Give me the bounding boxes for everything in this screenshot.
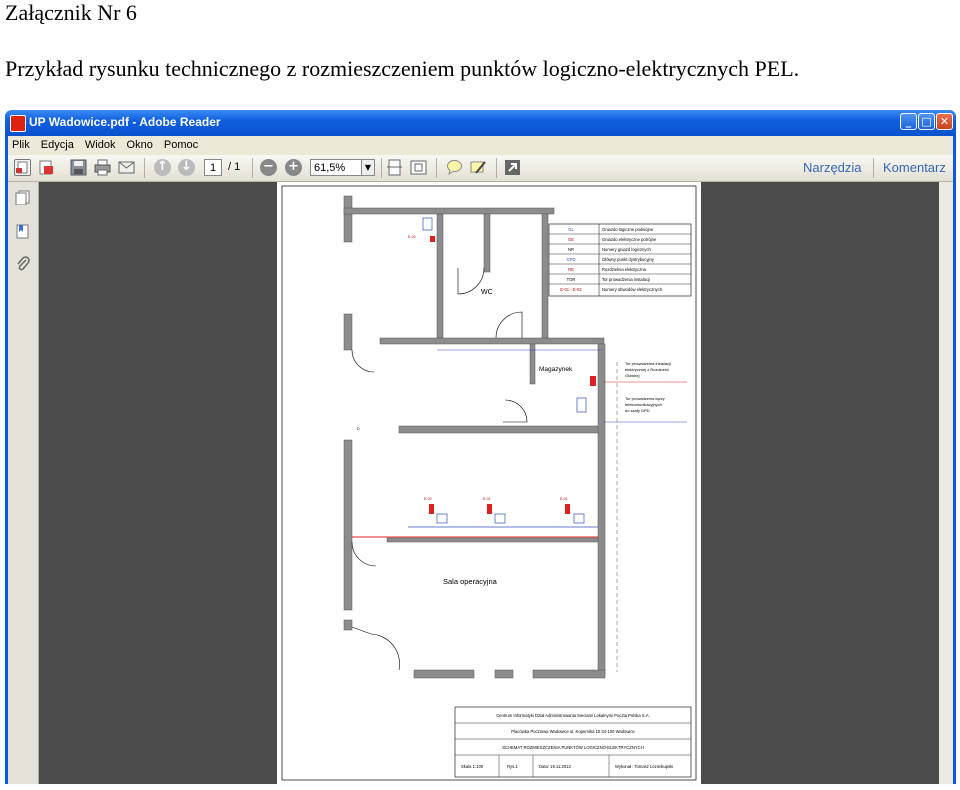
note-telecom-1: telekomunikacyjnych <box>625 402 662 407</box>
fit-page-icon[interactable] <box>386 159 403 176</box>
full-screen-icon[interactable] <box>410 159 427 176</box>
legend-label-1: Gniazdo elektryczne potrójne <box>602 237 657 242</box>
note-electrical-1: elektrycznej z Rozdzielni <box>625 367 669 372</box>
document-title: Załącznik Nr 6 <box>5 0 137 25</box>
legend-label-2: Numery gniazd logicznych <box>602 247 651 252</box>
previous-page-icon[interactable]: ↑ <box>154 159 171 176</box>
note-telecom-2: do szafy GPD <box>625 408 650 413</box>
legend-label-5: Tor prowadzenia instalacji <box>602 277 650 282</box>
legend-label-6: Numery obwodów elektrycznych <box>602 287 663 292</box>
toolbar-separator <box>144 158 145 178</box>
adobe-reader-icon <box>10 115 26 132</box>
titleblock-office: Placówka Pocztowa Wadowice ul. Kopernika 10 34-100 Wadowice <box>511 729 635 734</box>
document-subtitle: Przykład rysunku technicznego z rozmieszczeniem punktów logiczno-elektrycznych PEL. <box>5 56 800 81</box>
zoom-in-button[interactable]: + <box>285 159 302 176</box>
maximize-button[interactable]: □ <box>918 113 935 130</box>
attachments-icon[interactable] <box>15 256 30 271</box>
create-pdf-glyph <box>15 160 30 175</box>
outlet-labels <box>357 235 568 501</box>
room-label-wc: WC <box>481 289 493 296</box>
door-mark: D <box>357 427 360 431</box>
email-icon[interactable] <box>118 159 135 176</box>
print-icon[interactable] <box>94 159 111 176</box>
title-block <box>455 707 691 777</box>
menu-view[interactable]: Widok <box>84 139 116 151</box>
adobe-reader-window <box>5 110 956 784</box>
menu-file[interactable]: Plik <box>12 139 30 151</box>
floor-plan-drawing <box>277 182 701 784</box>
toolbar-separator <box>381 158 382 178</box>
window-titlebar[interactable] <box>5 110 956 136</box>
toolbar-separator <box>436 158 437 178</box>
titleblock-scale: Skala 1:100 <box>461 764 484 769</box>
legend-label-3: Główny punkt dystrybucyjny <box>602 257 654 262</box>
note-electrical-2: Głównej <box>625 373 640 378</box>
page-thumbnails-icon[interactable] <box>15 190 30 205</box>
next-page-icon[interactable]: ↓ <box>178 159 195 176</box>
zoom-dropdown-button[interactable]: ▼ <box>362 159 375 176</box>
full-screen-glyph <box>410 159 427 176</box>
navigation-pane <box>8 182 39 784</box>
titleblock-author: Wykonał : Tomasz Lezonkupski <box>615 764 674 769</box>
toolbar-separator <box>873 158 874 178</box>
window-title: UP Wadowice.pdf - Adobe Reader <box>29 115 221 129</box>
legend-symbol-6: E-01 - E-02 <box>560 287 582 292</box>
legend-symbol-0: GL <box>568 227 574 232</box>
comment-glyph <box>446 159 463 176</box>
vertical-scrollbar[interactable] <box>939 182 953 784</box>
legend-symbol-3: GPD <box>566 257 576 262</box>
zoom-out-button[interactable]: − <box>260 159 277 176</box>
create-pdf-icon[interactable] <box>14 159 31 176</box>
note-telecom-0: Tor prowadzenia łączy <box>625 396 665 401</box>
attachments-glyph <box>15 256 30 271</box>
print-glyph <box>94 159 111 176</box>
email-glyph <box>118 159 135 176</box>
open-file-icon[interactable] <box>38 159 55 176</box>
titleblock-date: Data: 19.11.2012 <box>539 764 571 769</box>
legend-symbol-1: GE <box>567 237 575 242</box>
room-label-magazynek: Magazynek <box>539 366 573 373</box>
expand-panel-glyph <box>504 159 521 176</box>
pdf-page <box>277 182 701 784</box>
toolbar-separator <box>496 158 497 178</box>
page-thumbnails-glyph <box>15 190 30 205</box>
close-button[interactable]: ✕ <box>936 113 953 130</box>
highlight-icon[interactable] <box>470 159 487 176</box>
menu-window[interactable]: Okno <box>126 139 153 151</box>
fit-page-glyph <box>386 159 403 176</box>
legend-symbol-5: TOR <box>566 277 576 282</box>
outlet-label: E-02 <box>408 235 416 239</box>
toolbar-separator <box>252 158 253 178</box>
menu-edit[interactable]: Edycja <box>40 139 74 151</box>
outlet-label-small-2: E-01 <box>560 497 568 501</box>
outlet-label-small-0: E-02 <box>424 497 432 501</box>
legend-symbol-2: NR <box>567 247 575 252</box>
note-electrical-0: Tor prowadzenia instalacji <box>625 361 671 366</box>
comment-icon[interactable] <box>446 159 463 176</box>
page-total: / 1 <box>228 161 241 173</box>
tools-tab[interactable]: Narzędzia <box>803 160 862 175</box>
legend-label-0: Gniazdo logiczne podwójne <box>602 227 654 232</box>
menu-bar <box>8 136 953 155</box>
menu-help[interactable]: Pomoc <box>163 139 199 151</box>
bookmarks-icon[interactable] <box>15 224 30 239</box>
minimize-button[interactable]: _ <box>900 113 917 130</box>
comment-tab[interactable]: Komentarz <box>883 160 946 175</box>
save-glyph <box>70 159 87 176</box>
save-icon[interactable] <box>70 159 87 176</box>
legend-label-4: Rozdzielnia elektryczna <box>602 267 646 272</box>
titleblock-figure: Rys.1 <box>507 764 518 769</box>
page-number-input[interactable]: 1 <box>204 159 222 176</box>
titleblock-scheme: SCHEMAT ROZMIESZCZENIA PUNKTÓW LOGICZNO-ELEKTRYCZNYCH <box>502 745 644 750</box>
outlet-label-small-1: E-01 <box>483 497 491 501</box>
room-label-sala: Sala operacyjna <box>443 577 497 586</box>
installation-notes <box>625 361 671 413</box>
legend-table <box>549 224 691 296</box>
toolbar <box>8 155 953 182</box>
highlight-glyph <box>470 159 487 176</box>
open-file-glyph <box>38 159 55 176</box>
titleblock-org: Centrum Informatyki Dział Administrowania Sieciami Lokalnymi Poczta Polska S.A. <box>496 713 650 718</box>
document-viewer[interactable] <box>39 182 953 784</box>
legend-symbol-4: RE <box>568 267 574 272</box>
expand-panel-icon[interactable] <box>504 159 521 176</box>
bookmarks-glyph <box>15 224 30 239</box>
zoom-level-input[interactable]: 61,5% <box>310 159 362 176</box>
